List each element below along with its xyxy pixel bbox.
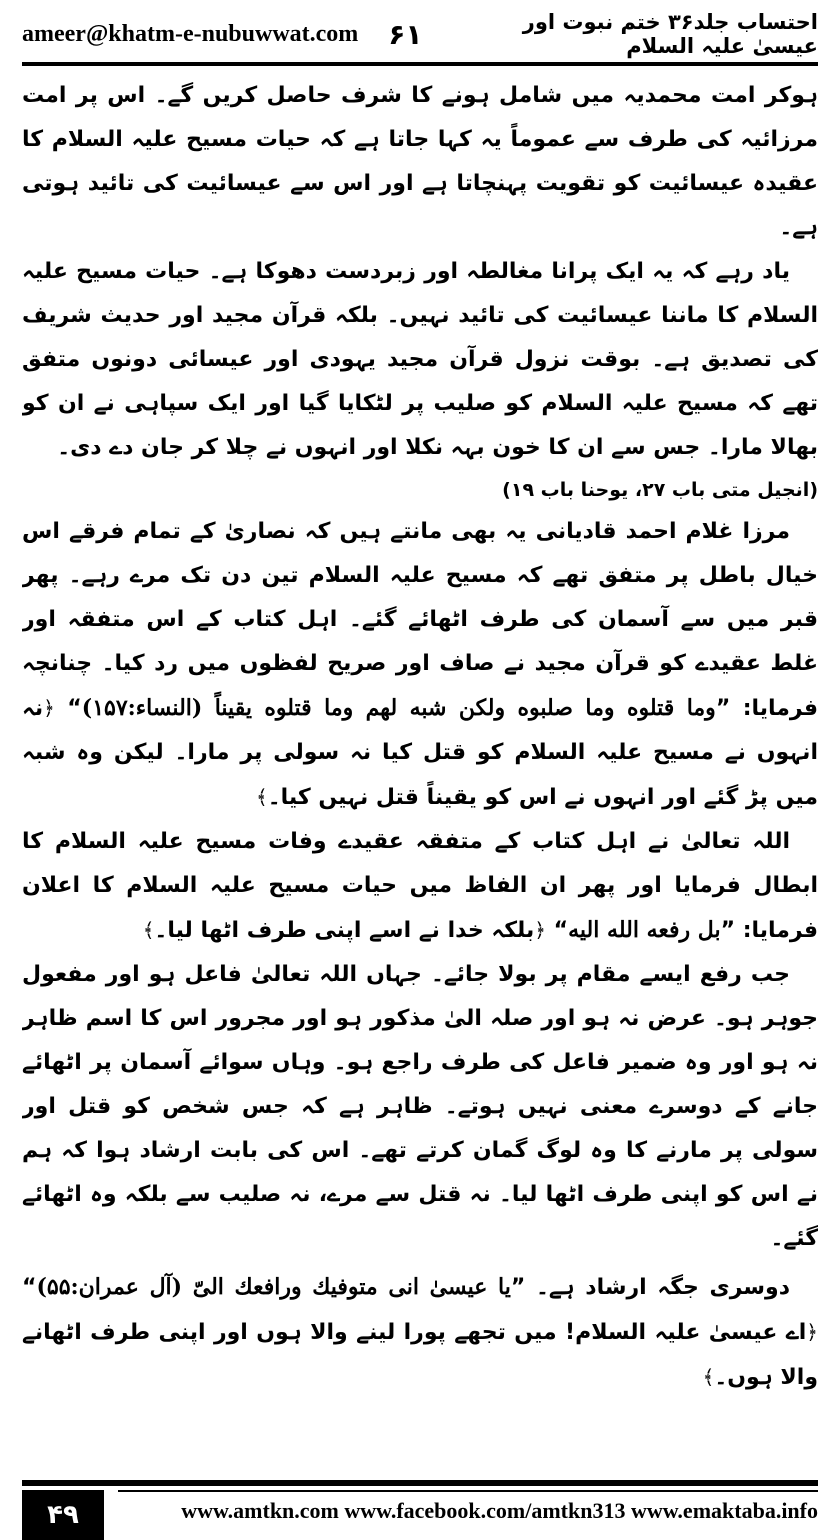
paragraph-5: جب رفع ایسے مقام پر بولا جائے۔ جہاں اللہ تعالیٰ فاعل ہو اور مفعول جوہر ہو۔ عرض نہ ہو اور صلہ الیٰ مذکور ہو اور مجرور اس کا اسم ظاہر نہ ہو اور وہ ضمیر فاعل کی طرف راجع ہو۔ وہاں سوائے آسمان پر اٹھائے جانے کے دوسرے معنی نہیں ہوتے۔ ظاہر ہے کہ جس شخص کو قتل اور سولی پر مارنے کا وہ لوگ گمان کرتے تھے۔ اس کی بابت ارشاد ہوا کہ ہم نے اس کو اپنی طرف اٹھا لیا۔ نہ قتل سے مرے، نہ صلیب سے بلکہ وہ اٹھائے گئے۔ — [22, 962, 818, 1251]
footer-rule — [22, 1480, 818, 1486]
footer-page-number: ۴۹ — [22, 1490, 104, 1540]
header-book-title: احتساب جلد۳۶ ختم نبوت اور عیسیٰ علیہ السلام — [522, 10, 818, 58]
paragraph-2: یاد رہے کہ یہ ایک پرانا مغالطہ اور زبردست دھوکا ہے۔ حیات مسیح علیہ السلام کا ماننا عیسائیت کی تائید نہیں۔ بلکہ قرآن مجید اور حدیث شریف کی تصدیق ہے۔ بوقت نزول قرآن مجید یہودی اور عیسائی دونوں متفق تھے کہ مسیح علیہ السلام کو صلیب پر لٹکایا گیا اور ایک سپاہی نے ان کو بھالا مارا۔ جس سے ان کا خون بہہ نکلا اور انہوں نے چلا کر جان دے دی۔ — [22, 259, 818, 460]
paragraph-4-text: اللہ تعالیٰ نے اہل کتاب کے متفقہ عقیدے وفات مسیح علیہ السلام کا ابطال فرمایا اور پھر ان الفاظ میں حیات مسیح علیہ السلام کا اعلان فرمایا: ” — [22, 829, 818, 943]
ornament-open-icon: ﴿ — [806, 1320, 818, 1344]
paragraph-3-translation: نہ انہوں نے مسیح علیہ السلام کو قتل کیا نہ سولی پر مارا۔ لیکن وہ شبہ میں پڑ گئے اور انہوں نے اس کو یقیناً قتل نہیں کیا۔ — [22, 696, 818, 810]
page-footer — [22, 1480, 818, 1540]
ornament-close-icon: ﴾ — [142, 918, 155, 942]
ornament-open-icon: ﴿ — [534, 918, 546, 942]
ornament-close-icon: ﴾ — [256, 785, 268, 809]
ornament-open-icon: ﴿ — [43, 696, 55, 720]
quote-close: “ — [67, 696, 82, 721]
page-header — [22, 10, 818, 58]
quran-verse-nisa: وما قتلوه وما صلبوه ولكن شبه لهم وما قتلوه يقيناً (النساء:۱۵۷) — [81, 695, 716, 721]
paragraph-4-translation: بلکہ خدا نے اسے اپنی طرف اٹھا لیا۔ — [154, 918, 535, 943]
quote-close: “ — [553, 918, 569, 943]
paragraph-3-text: مرزا غلام احمد قادیانی یہ بھی مانتے ہیں کہ نصاریٰ کے تمام فرقے اس خیال باطل پر متفق تھے کہ مسیح علیہ السلام تین دن تک مرے رہے۔ پھر قبر میں سے آسمان کی طرف اٹھائے گئے۔ اہل کتاب کے اس متفقہ اور غلط عقیدے کو قرآن مجید نے صاف اور صریح لفظوں میں رد کیا۔ چنانچہ فرمایا: ” — [22, 519, 818, 721]
paragraph-4 — [22, 820, 818, 953]
header-page-number: ۶۱ — [388, 17, 423, 51]
header-email: ameer@khatm-e-nubuwwat.com — [22, 20, 359, 47]
quran-verse-al-imran: يا عيسىٰ انى متوفيك ورافعك الىّ (آل عمران:۵۵) — [36, 1274, 511, 1300]
paragraph-6-text: دوسری جگہ ارشاد ہے۔ ” — [510, 1275, 790, 1300]
paragraph-6-translation: اے عیسیٰ علیہ السلام! میں تجھے پورا لینے والا ہوں اور اپنی طرف اٹھانے والا ہوں۔ — [22, 1320, 818, 1390]
footer-rule-thin — [118, 1490, 818, 1492]
reference-citation: (انجیل متی باب ۲۷، یوحنا باب ۱۹) — [502, 479, 818, 501]
quote-close: “ — [22, 1275, 37, 1300]
quran-verse-rafa: بل رفعه الله اليه — [568, 917, 721, 943]
header-rule — [22, 62, 818, 66]
paragraph-3 — [22, 510, 818, 820]
paragraph-1: ہوکر امت محمدیہ میں شامل ہونے کا شرف حاصل کریں گے۔ اس پر امت مرزائیہ کی طرف سے عموماً یہ کہا جاتا ہے کہ حیات مسیح علیہ السلام کا عقیدہ عیسائیت کو تقویت پہنچاتا ہے اور اس سے عیسائیت کی تائید ہوتی ہے۔ — [22, 83, 818, 240]
footer-urls: www.amtkn.com www.facebook.com/amtkn313 www.emaktaba.info — [181, 1498, 818, 1523]
page-body — [22, 74, 818, 1454]
paragraph-6 — [22, 1265, 818, 1400]
ornament-close-icon: ﴾ — [702, 1365, 715, 1389]
